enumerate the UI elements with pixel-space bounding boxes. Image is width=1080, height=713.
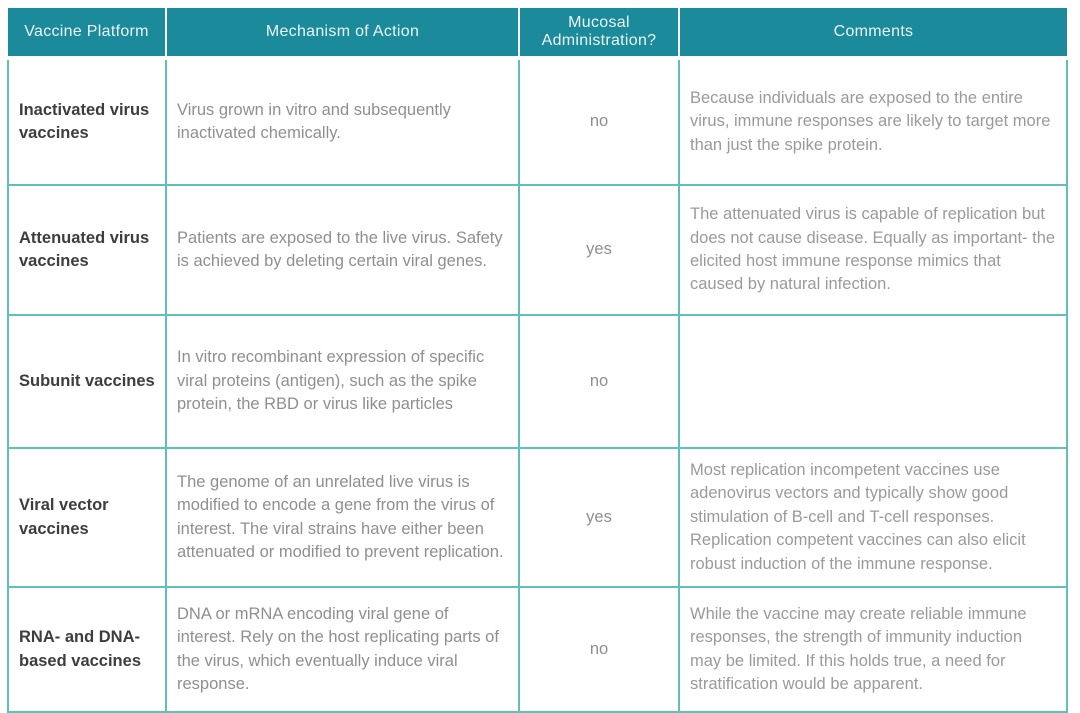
platform-cell: Viral vector vaccines: [8, 448, 166, 587]
mechanism-cell: Patients are exposed to the live virus. Safety is achieved by deleting certain viral genes.: [166, 185, 519, 315]
vaccine-platform-table: [7, 8, 1068, 713]
platform-cell: RNA- and DNA-based vaccines: [8, 587, 166, 712]
col-header-comments: Comments: [679, 8, 1067, 58]
mucosal-cell: yes: [519, 448, 679, 587]
mucosal-cell: no: [519, 587, 679, 712]
table-row: [8, 58, 1067, 185]
mucosal-cell: no: [519, 315, 679, 448]
mucosal-cell: no: [519, 58, 679, 185]
header-row: [8, 8, 1067, 58]
mucosal-cell: yes: [519, 185, 679, 315]
comments-cell: Because individuals are exposed to the entire virus, immune responses are likely to target more than just the spike protein.: [679, 58, 1067, 185]
mechanism-cell: Virus grown in vitro and subsequently inactivated chemically.: [166, 58, 519, 185]
platform-cell: Inactivated virus vaccines: [8, 58, 166, 185]
col-header-mucosal-administration: Mucosal Administration?: [519, 8, 679, 58]
table-row: [8, 448, 1067, 587]
table-row: [8, 315, 1067, 448]
mechanism-cell: In vitro recombinant expression of specific viral proteins (antigen), such as the spike protein, the RBD or virus like particles: [166, 315, 519, 448]
col-header-mechanism-of-action: Mechanism of Action: [166, 8, 519, 58]
platform-cell: Attenuated virus vaccines: [8, 185, 166, 315]
mechanism-cell: The genome of an unrelated live virus is modified to encode a gene from the virus of interest. The viral strains have either been attenuated or modified to prevent replication.: [166, 448, 519, 587]
table-row: [8, 587, 1067, 712]
table-row: [8, 185, 1067, 315]
comments-cell: [679, 315, 1067, 448]
col-header-vaccine-platform: Vaccine Platform: [8, 8, 166, 58]
comments-cell: Most replication incompetent vaccines use adenovirus vectors and typically show good stimulation of B-cell and T-cell responses. Replication competent vaccines can also elicit robust induction of the immune response.: [679, 448, 1067, 587]
platform-cell: Subunit vaccines: [8, 315, 166, 448]
mechanism-cell: DNA or mRNA encoding viral gene of interest. Rely on the host replicating parts of the virus, which eventually induce viral response.: [166, 587, 519, 712]
comments-cell: While the vaccine may create reliable immune responses, the strength of immunity induction may be limited. If this holds true, a need for stratification would be apparent.: [679, 587, 1067, 712]
comments-cell: The attenuated virus is capable of replication but does not cause disease. Equally as important- the elicited host immune response mimics that caused by natural infection.: [679, 185, 1067, 315]
